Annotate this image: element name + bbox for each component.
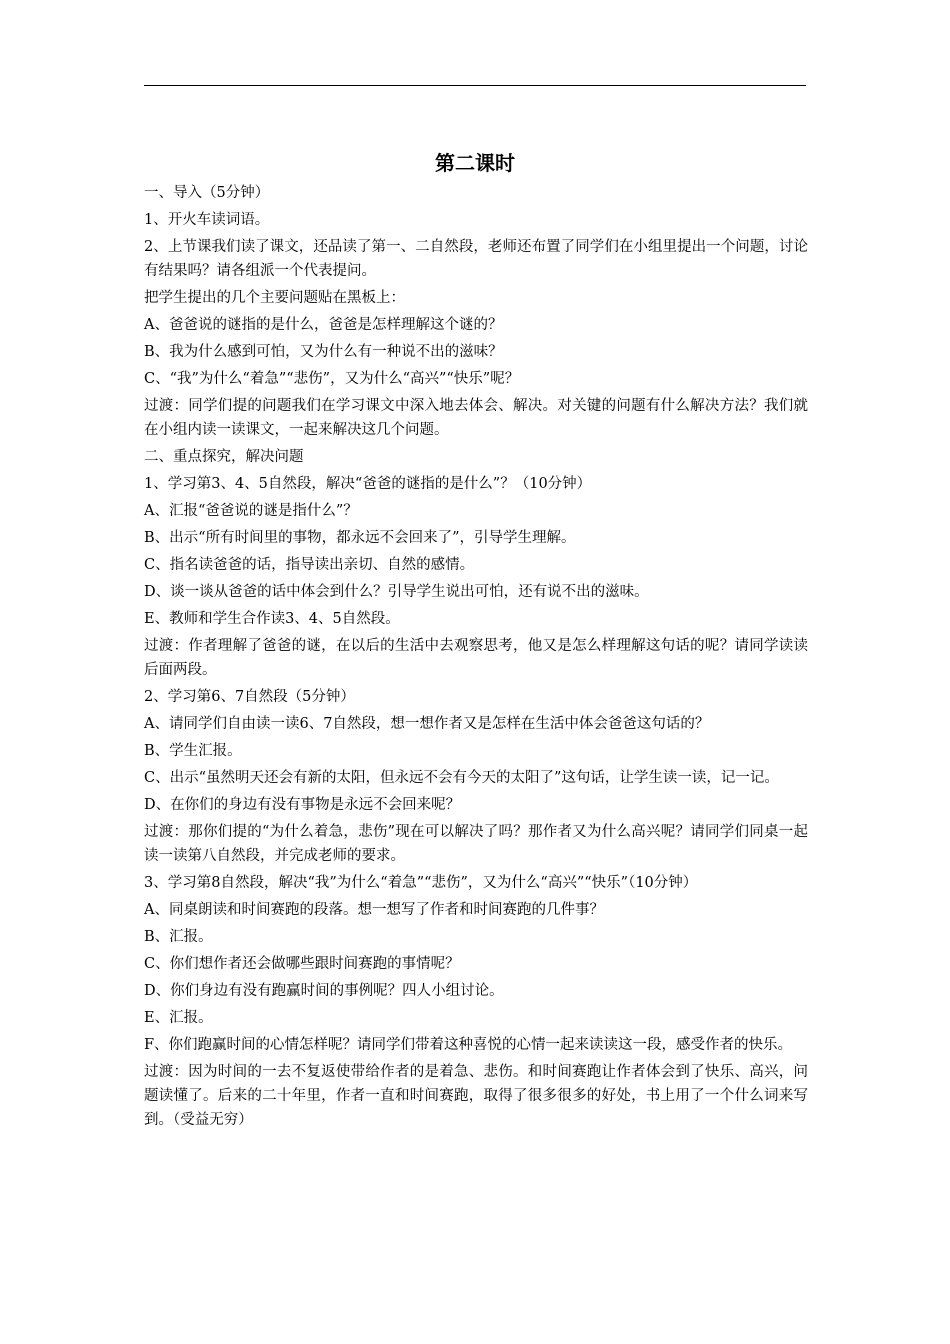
paragraph: 过渡：作者理解了爸爸的谜，在以后的生活中去观察思考，他又是怎么样理解这句话的呢？请同学读读后面两段。 [144, 638, 808, 678]
paragraph: D、谈一谈从爸爸的话中体会到什么？引导学生说出可怕，还有说不出的滋味。 [144, 584, 649, 600]
paragraph: 2、学习第6、7自然段（5分钟） [144, 689, 355, 705]
paragraph: D、在你们的身边有没有事物是永远不会回来呢？ [144, 797, 461, 813]
paragraph: A、请同学们自由读一读6、7自然段，想一想作者又是怎样在生活中体会爸爸这句话的？ [144, 716, 710, 732]
paragraph: D、你们身边有没有跑赢时间的事例呢？四人小组讨论。 [144, 983, 504, 999]
page-title: 第二课时 [435, 151, 515, 175]
paragraph: E、教师和学生合作读3、4、5自然段。 [144, 611, 400, 627]
paragraph: A、同桌朗读和时间赛跑的段落。想一想写了作者和时间赛跑的几件事？ [144, 902, 604, 918]
paragraph: 二、重点探究，解决问题 [144, 449, 304, 465]
paragraph: 1、开火车读词语。 [144, 212, 270, 228]
paragraph: A、爸爸说的谜指的是什么，爸爸是怎样理解这个谜的？ [144, 317, 503, 333]
paragraph: 2、上节课我们读了课文，还品读了第一、二自然段，老师还布置了同学们在小组里提出一个问题，讨论有结果吗？请各组派一个代表提问。 [144, 239, 808, 279]
paragraph: 过渡：那你们提的“为什么着急，悲伤”现在可以解决了吗？那作者又为什么高兴呢？请同学们同桌一起读一读第八自然段，并完成老师的要求。 [144, 824, 808, 864]
paragraph: 1、学习第3、4、5自然段，解决“爸爸的谜指的是什么”？（10分钟） [144, 476, 592, 492]
paragraph: 把学生提出的几个主要问题贴在黑板上： [144, 290, 405, 306]
paragraph: 3、学习第8自然段，解决“我”为什么“着急”“悲伤”，又为什么“高兴”“快乐”（10分钟） [144, 875, 698, 891]
paragraph: 一、导入（5分钟） [144, 185, 270, 201]
paragraph: E、汇报。 [144, 1010, 213, 1026]
document-body [144, 181, 808, 1135]
paragraph: C、指名读爸爸的话，指导读出亲切、自然的感情。 [144, 557, 475, 573]
header-rule [144, 85, 806, 86]
paragraph: C、出示“虽然明天还会有新的太阳，但永远不会有今天的太阳了”这句话，让学生读一读，记一记。 [144, 770, 779, 786]
paragraph: 过渡：同学们提的问题我们在学习课文中深入地去体会、解决。对关键的问题有什么解决方法？我们就在小组内读一读课文，一起来解决这几个问题。 [144, 398, 808, 438]
paragraph: B、我为什么感到可怕，又为什么有一种说不出的滋味？ [144, 344, 503, 360]
paragraph: C、你们想作者还会做哪些跟时间赛跑的事情呢？ [144, 956, 460, 972]
paragraph: F、你们跑赢时间的心情怎样呢？请同学们带着这种喜悦的心情一起来读读这一段，感受作者的快乐。 [144, 1037, 793, 1053]
paragraph: B、出示“所有时间里的事物，都永远不会回来了”，引导学生理解。 [144, 530, 576, 546]
paragraph: C、“我”为什么“着急”“悲伤”，又为什么“高兴”“快乐”呢？ [144, 371, 520, 387]
paragraph: B、汇报。 [144, 929, 213, 945]
paragraph: A、汇报“爸爸说的谜是指什么”？ [144, 503, 358, 519]
paragraph: 过渡：因为时间的一去不复返使带给作者的是着急、悲伤。和时间赛跑让作者体会到了快乐、高兴，问题读懂了。后来的二十年里，作者一直和时间赛跑，取得了很多很多的好处，书上用了一个什么词来写到。（受益无穷） [144, 1064, 808, 1128]
paragraph: B、学生汇报。 [144, 743, 242, 759]
